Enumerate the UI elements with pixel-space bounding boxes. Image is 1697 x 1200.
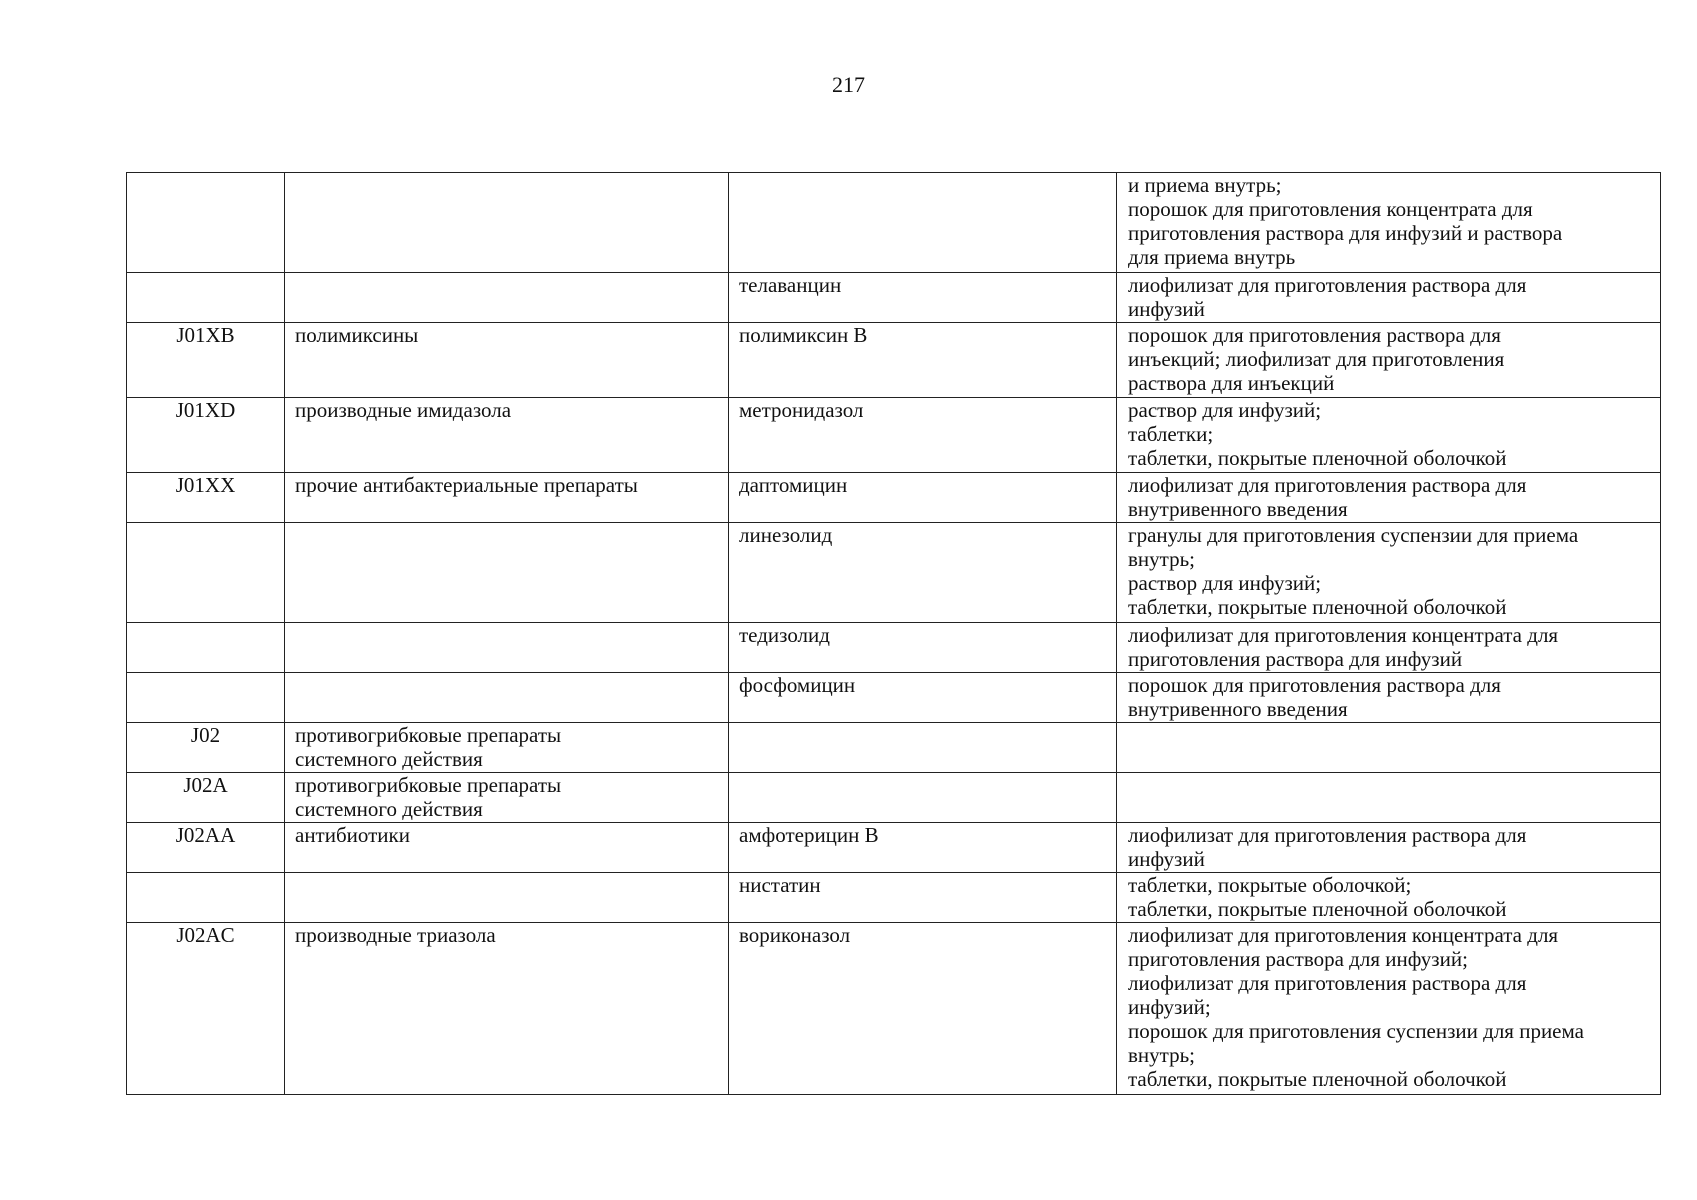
drug-name: даптомицин xyxy=(739,473,848,497)
dosage-form-line: раствора для инъекций xyxy=(1128,371,1335,395)
dosage-form-line: раствор для инфузий; xyxy=(1128,398,1322,422)
table-row xyxy=(127,773,1661,823)
group-name-cell xyxy=(285,273,729,323)
drug-name-cell xyxy=(729,723,1117,773)
drug-name-cell xyxy=(729,673,1117,723)
group-name-cell xyxy=(285,723,729,773)
dosage-form-line: лиофилизат для приготовления концентрата для xyxy=(1128,623,1559,647)
drug-name-cell xyxy=(729,873,1117,923)
dosage-form-line: инфузий xyxy=(1128,297,1205,321)
group-name-cell xyxy=(285,323,729,398)
dosage-form-line: таблетки, покрытые оболочкой; xyxy=(1128,873,1412,897)
dosage-form-line: внутривенного введения xyxy=(1128,697,1348,721)
group-name-line: системного действия xyxy=(295,797,483,821)
dosage-form-line: для приема внутрь xyxy=(1128,245,1296,269)
dosage-forms-cell xyxy=(1117,673,1661,723)
drug-name: нистатин xyxy=(739,873,821,897)
group-name-cell xyxy=(285,623,729,673)
drug-name-cell xyxy=(729,623,1117,673)
dosage-forms-cell xyxy=(1117,398,1661,473)
atc-code-cell xyxy=(127,173,285,273)
group-name-cell xyxy=(285,923,729,1095)
dosage-form-line: лиофилизат для приготовления раствора для xyxy=(1128,473,1527,497)
group-name-line: прочие антибактериальные препараты xyxy=(295,473,638,497)
drug-name: полимиксин B xyxy=(739,323,868,347)
dosage-forms-cell xyxy=(1117,823,1661,873)
table-row xyxy=(127,923,1661,1095)
dosage-form-line: инфузий; xyxy=(1128,995,1211,1019)
table-row xyxy=(127,473,1661,523)
atc-code: J02 xyxy=(190,723,221,747)
drug-name: тедизолид xyxy=(739,623,830,647)
dosage-forms-cell xyxy=(1117,523,1661,623)
atc-code: J01XX xyxy=(175,473,236,497)
dosage-forms-cell xyxy=(1117,273,1661,323)
dosage-form-line: порошок для приготовления концентрата для xyxy=(1128,197,1533,221)
dosage-form-line: приготовления раствора для инфузий и раствора xyxy=(1128,221,1563,245)
drug-table xyxy=(126,172,1661,1095)
dosage-form-line: гранулы для приготовления суспензии для приема xyxy=(1128,523,1579,547)
drug-name-cell xyxy=(729,523,1117,623)
group-name-line: противогрибковые препараты xyxy=(295,723,562,747)
group-name-line: полимиксины xyxy=(295,323,419,347)
dosage-forms-cell xyxy=(1117,923,1661,1095)
dosage-form-line: таблетки, покрытые пленочной оболочкой xyxy=(1128,446,1507,470)
table-row xyxy=(127,873,1661,923)
drug-name-cell xyxy=(729,773,1117,823)
dosage-form-line: приготовления раствора для инфузий xyxy=(1128,647,1463,671)
dosage-form-line: внутрь; xyxy=(1128,1043,1195,1067)
group-name-line: производные триазола xyxy=(295,923,496,947)
drug-name-cell xyxy=(729,473,1117,523)
table-row xyxy=(127,823,1661,873)
dosage-forms-cell xyxy=(1117,173,1661,273)
atc-code-cell xyxy=(127,273,285,323)
drug-name-cell xyxy=(729,173,1117,273)
atc-code: J02A xyxy=(183,773,228,797)
group-name-cell xyxy=(285,873,729,923)
dosage-form-line: лиофилизат для приготовления концентрата для xyxy=(1128,923,1559,947)
table-row xyxy=(127,398,1661,473)
dosage-form-line: лиофилизат для приготовления раствора для xyxy=(1128,823,1527,847)
drug-name: метронидазол xyxy=(739,398,864,422)
table-row xyxy=(127,273,1661,323)
atc-code-cell xyxy=(127,473,285,523)
dosage-forms-cell xyxy=(1117,323,1661,398)
dosage-form-line: инфузий xyxy=(1128,847,1205,871)
dosage-form-line: таблетки; xyxy=(1128,422,1214,446)
atc-code: J02AC xyxy=(176,923,235,947)
atc-code-cell xyxy=(127,398,285,473)
drug-name-cell xyxy=(729,273,1117,323)
group-name-cell xyxy=(285,523,729,623)
dosage-forms-cell xyxy=(1117,473,1661,523)
group-name-cell xyxy=(285,398,729,473)
dosage-form-line: инъекций; лиофилизат для приготовления xyxy=(1128,347,1505,371)
atc-code-cell xyxy=(127,523,285,623)
group-name-line: системного действия xyxy=(295,747,483,771)
table-row xyxy=(127,673,1661,723)
atc-code: J02AA xyxy=(175,823,236,847)
group-name-cell xyxy=(285,773,729,823)
atc-code-cell xyxy=(127,773,285,823)
group-name-line: противогрибковые препараты xyxy=(295,773,562,797)
dosage-form-line: раствор для инфузий; xyxy=(1128,571,1322,595)
dosage-form-line: таблетки, покрытые пленочной оболочкой xyxy=(1128,595,1507,619)
dosage-form-line: лиофилизат для приготовления раствора для xyxy=(1128,971,1527,995)
atc-code-cell xyxy=(127,923,285,1095)
group-name-cell xyxy=(285,673,729,723)
atc-code-cell xyxy=(127,673,285,723)
drug-name-cell xyxy=(729,323,1117,398)
drug-name: линезолид xyxy=(739,523,833,547)
page-number: 217 xyxy=(832,72,865,97)
drug-name: телаванцин xyxy=(739,273,842,297)
dosage-form-line: таблетки, покрытые пленочной оболочкой xyxy=(1128,1067,1507,1091)
atc-code: J01XB xyxy=(176,323,235,347)
atc-code-cell xyxy=(127,873,285,923)
drug-name-cell xyxy=(729,923,1117,1095)
table-row xyxy=(127,623,1661,673)
group-name-cell xyxy=(285,173,729,273)
dosage-form-line: порошок для приготовления суспензии для приема xyxy=(1128,1019,1584,1043)
dosage-forms-cell xyxy=(1117,773,1661,823)
drug-name: амфотерицин B xyxy=(739,823,879,847)
drug-name-cell xyxy=(729,823,1117,873)
table-row xyxy=(127,523,1661,623)
dosage-form-line: лиофилизат для приготовления раствора для xyxy=(1128,273,1527,297)
drug-name: фосфомицин xyxy=(739,673,856,697)
group-name-cell xyxy=(285,473,729,523)
drug-name: вориконазол xyxy=(739,923,851,947)
atc-code-cell xyxy=(127,823,285,873)
dosage-form-line: таблетки, покрытые пленочной оболочкой xyxy=(1128,897,1507,921)
group-name-line: антибиотики xyxy=(295,823,410,847)
atc-code-cell xyxy=(127,323,285,398)
dosage-forms-cell xyxy=(1117,873,1661,923)
atc-code-cell xyxy=(127,723,285,773)
atc-code-cell xyxy=(127,623,285,673)
dosage-form-line: порошок для приготовления раствора для xyxy=(1128,673,1501,697)
dosage-form-line: приготовления раствора для инфузий; xyxy=(1128,947,1468,971)
dosage-forms-cell xyxy=(1117,623,1661,673)
dosage-form-line: и приема внутрь; xyxy=(1128,173,1282,197)
table-row xyxy=(127,723,1661,773)
drug-name-cell xyxy=(729,398,1117,473)
group-name-cell xyxy=(285,823,729,873)
group-name-line: производные имидазола xyxy=(295,398,512,422)
dosage-form-line: внутрь; xyxy=(1128,547,1195,571)
table-row xyxy=(127,323,1661,398)
dosage-form-line: порошок для приготовления раствора для xyxy=(1128,323,1501,347)
dosage-form-line: внутривенного введения xyxy=(1128,497,1348,521)
dosage-forms-cell xyxy=(1117,723,1661,773)
table-row xyxy=(127,173,1661,273)
atc-code: J01XD xyxy=(175,398,236,422)
